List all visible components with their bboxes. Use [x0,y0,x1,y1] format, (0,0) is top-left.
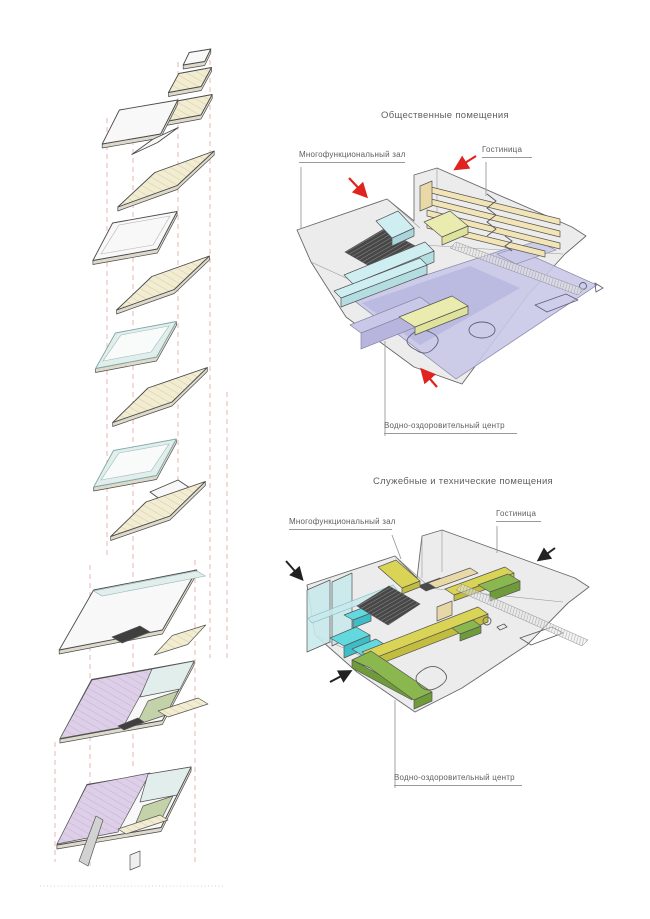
axon-public-spaces [297,156,603,436]
plate-floor-ground [57,767,191,870]
label-water-public: Водно-оздоровительный центр [384,421,517,434]
label-hall-service: Многофункциональный зал [289,517,392,530]
label-hall-public: Многофункциональный зал [299,150,405,163]
label-hotel-service: Гостиница [496,509,541,522]
title-public-spaces: Общественные помещения [381,110,509,121]
plate-floor-bar [113,368,208,427]
label-hotel-public: Гостиница [482,145,532,158]
plate-floor-wellness [60,661,208,743]
plate-floor-bar [117,256,210,314]
black-arrow-icon [330,672,349,682]
plate-floor-rooms [169,68,212,97]
plate-roof-large [102,100,178,155]
plate-roof-mid [93,212,177,265]
red-arrow-icon [349,178,365,195]
axon-service-spaces [286,526,589,788]
plate-roof-small [183,49,211,69]
black-arrow-icon [286,561,301,578]
plate-floor-bar [118,151,214,211]
exploded-axon-stack [40,49,227,886]
black-arrow-icon [540,548,555,559]
leader-hall [392,535,401,559]
plate-floor-large [59,570,206,655]
label-water-service: Водно-оздоровительный центр [394,773,522,786]
red-arrow-icon [457,156,476,168]
plate-glass [94,439,177,491]
plate-floor-bar [111,480,206,541]
plate-glass [96,322,177,373]
title-service-spaces: Служебные и технические помещения [373,476,553,487]
